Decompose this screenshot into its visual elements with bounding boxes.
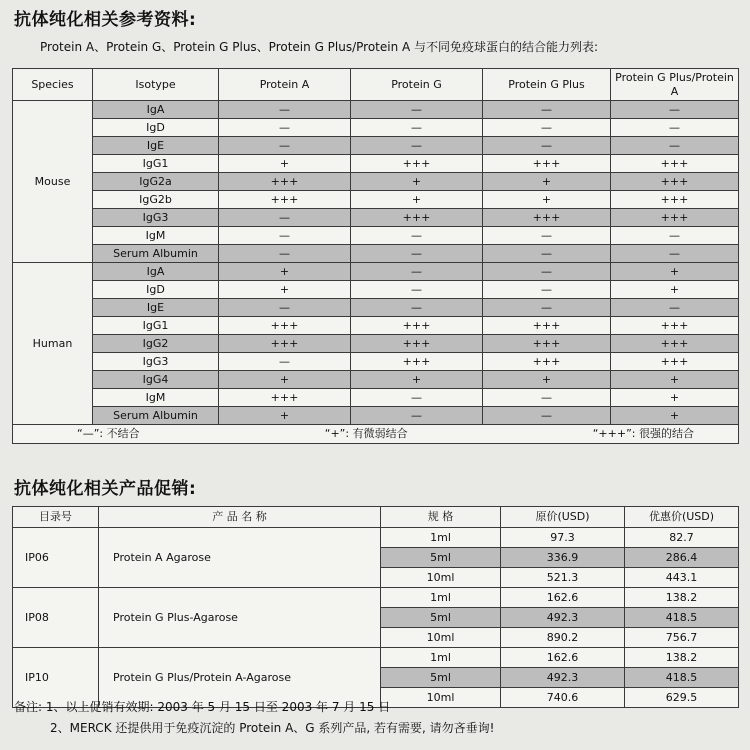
table-row	[13, 245, 739, 263]
binding-value-cell: +++	[219, 173, 351, 191]
table-row	[13, 407, 739, 425]
legend	[13, 426, 738, 442]
binding-value-cell: —	[351, 227, 483, 245]
isotype-cell: IgG1	[93, 155, 219, 173]
product-price: 521.3	[501, 568, 625, 588]
binding-value-cell: +	[219, 155, 351, 173]
table-row	[13, 137, 739, 155]
product-table	[12, 506, 739, 708]
table-row	[13, 155, 739, 173]
binding-value-cell: +++	[611, 209, 739, 227]
binding-value-cell: —	[219, 137, 351, 155]
notes	[14, 697, 494, 739]
table-row	[13, 281, 739, 299]
binding-value-cell: +	[351, 191, 483, 209]
binding-value-cell: +++	[351, 317, 483, 335]
note-line-1: 备注: 1、以上促销有效期: 2003 年 5 月 15 日至 2003 年 7 月 15 日	[14, 700, 391, 714]
binding-value-cell: +++	[611, 353, 739, 371]
header-protein-g-plus-a: Protein G Plus/Protein A	[611, 69, 739, 101]
reference-heading: 抗体纯化相关参考资料:	[14, 10, 197, 30]
product-table-body	[13, 528, 739, 708]
product-price: 162.6	[501, 648, 625, 668]
legend-none: “—”: 不结合	[77, 427, 140, 440]
header-protein-g: Protein G	[351, 69, 483, 101]
binding-value-cell: —	[351, 137, 483, 155]
product-size: 5ml	[381, 608, 501, 628]
binding-value-cell: +	[611, 263, 739, 281]
binding-value-cell: —	[351, 245, 483, 263]
binding-value-cell: +	[611, 281, 739, 299]
binding-value-cell: —	[351, 299, 483, 317]
product-code: IP06	[13, 528, 99, 588]
product-code: IP08	[13, 588, 99, 648]
binding-value-cell: +++	[483, 335, 611, 353]
binding-value-cell: —	[611, 101, 739, 119]
table-row	[13, 191, 739, 209]
binding-value-cell: +++	[611, 191, 739, 209]
binding-value-cell: +++	[351, 155, 483, 173]
binding-value-cell: —	[611, 245, 739, 263]
binding-value-cell: —	[483, 137, 611, 155]
product-price: 492.3	[501, 668, 625, 688]
binding-table	[12, 68, 739, 444]
product-size: 5ml	[381, 668, 501, 688]
isotype-cell: IgG2b	[93, 191, 219, 209]
isotype-cell: IgG2a	[93, 173, 219, 191]
binding-value-cell: —	[483, 407, 611, 425]
header-sale: 优惠价(USD)	[625, 507, 739, 528]
product-size: 1ml	[381, 648, 501, 668]
table-row	[13, 119, 739, 137]
binding-value-cell: +++	[611, 173, 739, 191]
binding-value-cell: +	[483, 371, 611, 389]
table-row	[13, 299, 739, 317]
table-row	[13, 335, 739, 353]
binding-value-cell: +++	[483, 209, 611, 227]
binding-value-cell: —	[483, 245, 611, 263]
note-line-2: 2、MERCK 还提供用于免疫沉淀的 Protein A、G 系列产品, 若有需要, 请勿吝垂询!	[50, 721, 495, 735]
product-sale-price: 418.5	[625, 608, 739, 628]
binding-value-cell: +	[219, 263, 351, 281]
table-row	[13, 389, 739, 407]
table-row	[13, 353, 739, 371]
binding-value-cell: —	[351, 407, 483, 425]
binding-value-cell: —	[611, 119, 739, 137]
binding-value-cell: +++	[219, 191, 351, 209]
isotype-cell: IgG1	[93, 317, 219, 335]
header-size: 规 格	[381, 507, 501, 528]
table-row	[13, 227, 739, 245]
binding-value-cell: +++	[351, 209, 483, 227]
intro-text: Protein A、Protein G、Protein G Plus、Protein G Plus/Protein A 与不同免疫球蛋白的结合能力列表:	[40, 40, 599, 54]
legend-strong: “+++”: 很强的结合	[592, 427, 694, 440]
binding-value-cell: —	[483, 389, 611, 407]
product-name: Protein G Plus/Protein A-Agarose	[99, 648, 381, 708]
product-size: 1ml	[381, 528, 501, 548]
product-sale-price: 138.2	[625, 588, 739, 608]
binding-value-cell: +++	[219, 335, 351, 353]
binding-value-cell: —	[483, 299, 611, 317]
table-row	[13, 263, 739, 281]
binding-value-cell: +	[351, 173, 483, 191]
product-sale-price: 286.4	[625, 548, 739, 568]
product-sale-price: 443.1	[625, 568, 739, 588]
promo-heading: 抗体纯化相关产品促销:	[14, 479, 197, 499]
binding-value-cell: —	[219, 101, 351, 119]
binding-table-body	[13, 101, 739, 444]
header-code: 目录号	[13, 507, 99, 528]
isotype-cell: IgG3	[93, 209, 219, 227]
isotype-cell: IgD	[93, 281, 219, 299]
binding-value-cell: —	[483, 119, 611, 137]
binding-value-cell: +++	[219, 317, 351, 335]
binding-value-cell: —	[219, 353, 351, 371]
isotype-cell: IgA	[93, 263, 219, 281]
binding-value-cell: +	[483, 191, 611, 209]
product-code: IP10	[13, 648, 99, 708]
binding-value-cell: +	[611, 407, 739, 425]
table-row	[13, 101, 739, 119]
product-size: 5ml	[381, 548, 501, 568]
binding-value-cell: +++	[351, 335, 483, 353]
table-row	[13, 173, 739, 191]
product-name: Protein G Plus-Agarose	[99, 588, 381, 648]
isotype-cell: IgE	[93, 299, 219, 317]
binding-value-cell: —	[219, 299, 351, 317]
product-price: 740.6	[501, 688, 625, 708]
table-row	[13, 588, 739, 608]
isotype-cell: IgM	[93, 227, 219, 245]
binding-value-cell: +++	[351, 353, 483, 371]
product-sale-price: 138.2	[625, 648, 739, 668]
binding-value-cell: +	[219, 407, 351, 425]
binding-value-cell: —	[611, 299, 739, 317]
binding-value-cell: —	[483, 281, 611, 299]
header-price: 原价(USD)	[501, 507, 625, 528]
product-price: 890.2	[501, 628, 625, 648]
product-size: 10ml	[381, 628, 501, 648]
binding-value-cell: +	[219, 281, 351, 299]
product-sale-price: 629.5	[625, 688, 739, 708]
product-size: 10ml	[381, 568, 501, 588]
isotype-cell: Serum Albumin	[93, 245, 219, 263]
header-name: 产 品 名 称	[99, 507, 381, 528]
binding-value-cell: —	[611, 137, 739, 155]
table-row	[13, 648, 739, 668]
product-size: 1ml	[381, 588, 501, 608]
header-species: Species	[13, 69, 93, 101]
binding-value-cell: —	[219, 227, 351, 245]
binding-value-cell: +++	[483, 155, 611, 173]
isotype-cell: IgG4	[93, 371, 219, 389]
binding-value-cell: —	[351, 389, 483, 407]
binding-value-cell: —	[219, 245, 351, 263]
binding-value-cell: —	[351, 101, 483, 119]
binding-value-cell: +++	[483, 353, 611, 371]
product-price: 97.3	[501, 528, 625, 548]
product-sale-price: 82.7	[625, 528, 739, 548]
table-row	[13, 371, 739, 389]
binding-value-cell: +	[611, 389, 739, 407]
product-price: 336.9	[501, 548, 625, 568]
binding-value-cell: —	[219, 209, 351, 227]
product-sale-price: 756.7	[625, 628, 739, 648]
binding-value-cell: +	[351, 371, 483, 389]
product-sale-price: 418.5	[625, 668, 739, 688]
binding-value-cell: +++	[611, 335, 739, 353]
header-protein-a: Protein A	[219, 69, 351, 101]
isotype-cell: IgE	[93, 137, 219, 155]
table-row	[13, 317, 739, 335]
table-row	[13, 209, 739, 227]
product-price: 162.6	[501, 588, 625, 608]
binding-header-row	[13, 69, 739, 101]
isotype-cell: IgM	[93, 389, 219, 407]
product-name: Protein A Agarose	[99, 528, 381, 588]
binding-value-cell: —	[483, 227, 611, 245]
header-isotype: Isotype	[93, 69, 219, 101]
binding-value-cell: +++	[611, 317, 739, 335]
isotype-cell: IgD	[93, 119, 219, 137]
legend-weak: “+”: 有微弱结合	[324, 427, 408, 440]
binding-value-cell: —	[219, 119, 351, 137]
product-header-row	[13, 507, 739, 528]
species-human: Human	[13, 263, 93, 425]
binding-value-cell: —	[351, 281, 483, 299]
binding-value-cell: +	[219, 371, 351, 389]
binding-value-cell: +++	[611, 155, 739, 173]
binding-value-cell: +++	[483, 317, 611, 335]
binding-value-cell: —	[611, 227, 739, 245]
binding-value-cell: +	[611, 371, 739, 389]
binding-value-cell: +	[483, 173, 611, 191]
product-price: 492.3	[501, 608, 625, 628]
header-protein-g-plus: Protein G Plus	[483, 69, 611, 101]
binding-value-cell: —	[351, 263, 483, 281]
legend-row	[13, 425, 739, 444]
isotype-cell: IgA	[93, 101, 219, 119]
product-size: 10ml	[381, 688, 501, 708]
isotype-cell: IgG3	[93, 353, 219, 371]
legend-cell	[13, 425, 739, 444]
isotype-cell: IgG2	[93, 335, 219, 353]
binding-value-cell: +++	[219, 389, 351, 407]
species-mouse: Mouse	[13, 101, 93, 263]
binding-value-cell: —	[483, 263, 611, 281]
table-row	[13, 528, 739, 548]
binding-value-cell: —	[351, 119, 483, 137]
isotype-cell: Serum Albumin	[93, 407, 219, 425]
binding-value-cell: —	[483, 101, 611, 119]
